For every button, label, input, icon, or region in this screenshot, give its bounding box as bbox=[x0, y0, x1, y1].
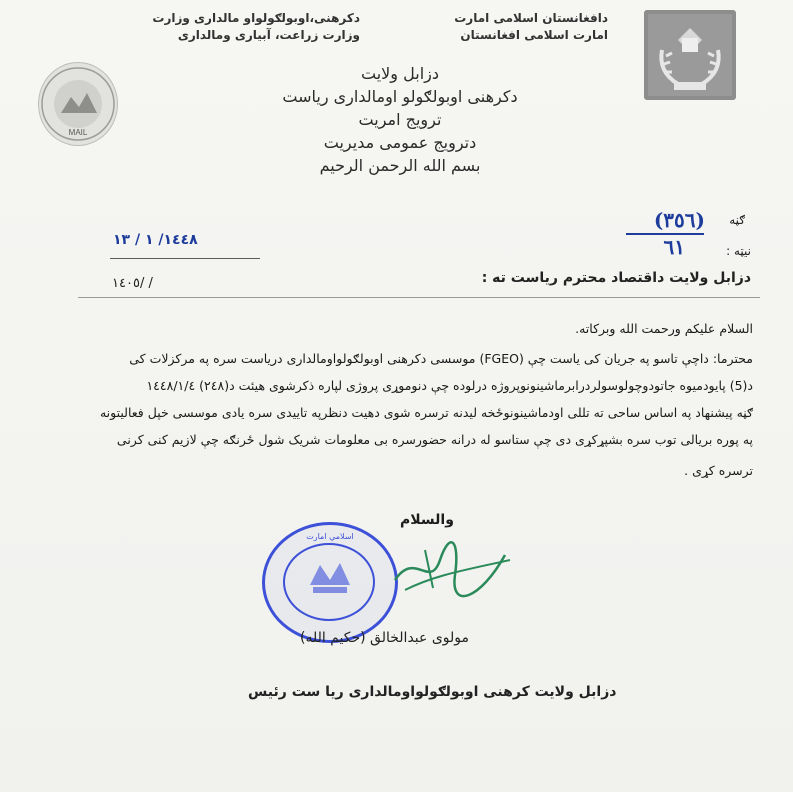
signatory-name: مولوی عبدالخالق (حکیم الله) bbox=[300, 630, 470, 646]
signature bbox=[385, 530, 515, 614]
department-title: دکرهنی اوبولګولو اومالداری ریاست bbox=[282, 87, 518, 106]
date-value: ٦١ bbox=[663, 235, 685, 259]
body-line-1: محترما: داچې تاسو په جریان کی یاست چې (FGEO) موسسی دکرهنی اوبولګولواومالداری دریاست سره په مرکزلات کی bbox=[129, 351, 753, 366]
signatory-title: دزابل ولایت کرهنی اوبولګولواومالداری ریا ست رئیس bbox=[248, 684, 617, 700]
header-left-line1: دکرهنی،اوبولګولواو مالداری وزارت bbox=[152, 11, 360, 25]
office-title: ترویج امریت bbox=[358, 110, 442, 129]
seal-text: اسلامي امارت bbox=[306, 532, 354, 541]
number-value: (٣٥٦) bbox=[653, 208, 705, 232]
header-right-line1: دافغانستان اسلامی امارت bbox=[454, 11, 608, 25]
addressee: دزابل ولایت داقتصاد محترم ریاست ته : bbox=[481, 270, 751, 286]
official-seal bbox=[262, 522, 398, 643]
number-label: ګڼه bbox=[729, 213, 745, 227]
greeting: السلام علیکم ورحمت الله وبرکاته. bbox=[575, 321, 753, 336]
header-right-line2: امارت اسلامی افغانستان bbox=[460, 28, 608, 42]
hijri-date: ١٤٤٨/ ١ / ١٣ bbox=[113, 232, 198, 248]
date-underline bbox=[110, 258, 260, 259]
closing: والسلام bbox=[400, 512, 454, 528]
province-title: دزابل ولایت bbox=[361, 64, 439, 83]
header-left bbox=[145, 10, 360, 44]
body-line-5: ترسره کړی . bbox=[684, 463, 753, 478]
emblem-icon bbox=[644, 10, 736, 100]
solar-date: ١٤٠٥/ / bbox=[112, 276, 153, 291]
header-left-line2: وزارت زراعت، آبیاری ومالداری bbox=[177, 28, 360, 42]
body-line-4: په پوره بریالی توب سره بشپړکړی دی چې ستاسو له درانه حضورسره بی معلومات شریک شول ځرنګه چې لازیم کنی کرنی bbox=[116, 432, 753, 447]
body-line-2: د(5) پایودمیوه جاتودوچولوسولردرابرماشینونوپروژه درلوده چې دنوموړی پروژی لپاره ذکرشوی هیئت د(٢٤٨) ١٤٤٨/١/٤ bbox=[146, 378, 753, 393]
mail-stamp bbox=[38, 62, 118, 146]
directorate-title: دترویج عمومی مدیریت bbox=[323, 133, 477, 152]
title-block bbox=[230, 62, 570, 177]
header-right bbox=[408, 10, 608, 44]
bismillah: بسم الله الرحمن الرحیم bbox=[319, 156, 481, 175]
divider bbox=[78, 297, 760, 298]
date-label: نیټه : bbox=[726, 244, 751, 258]
mail-stamp-text: MAIL bbox=[68, 128, 88, 137]
body-line-3: ګڼه پیشنهاد په اساس ساحی ته تللی اودماشینونوځخه لیدنه ترسره شوی دهیت دنظرپه تاییدی سره یادی موسسی خپل فعالیتونه bbox=[99, 405, 753, 420]
